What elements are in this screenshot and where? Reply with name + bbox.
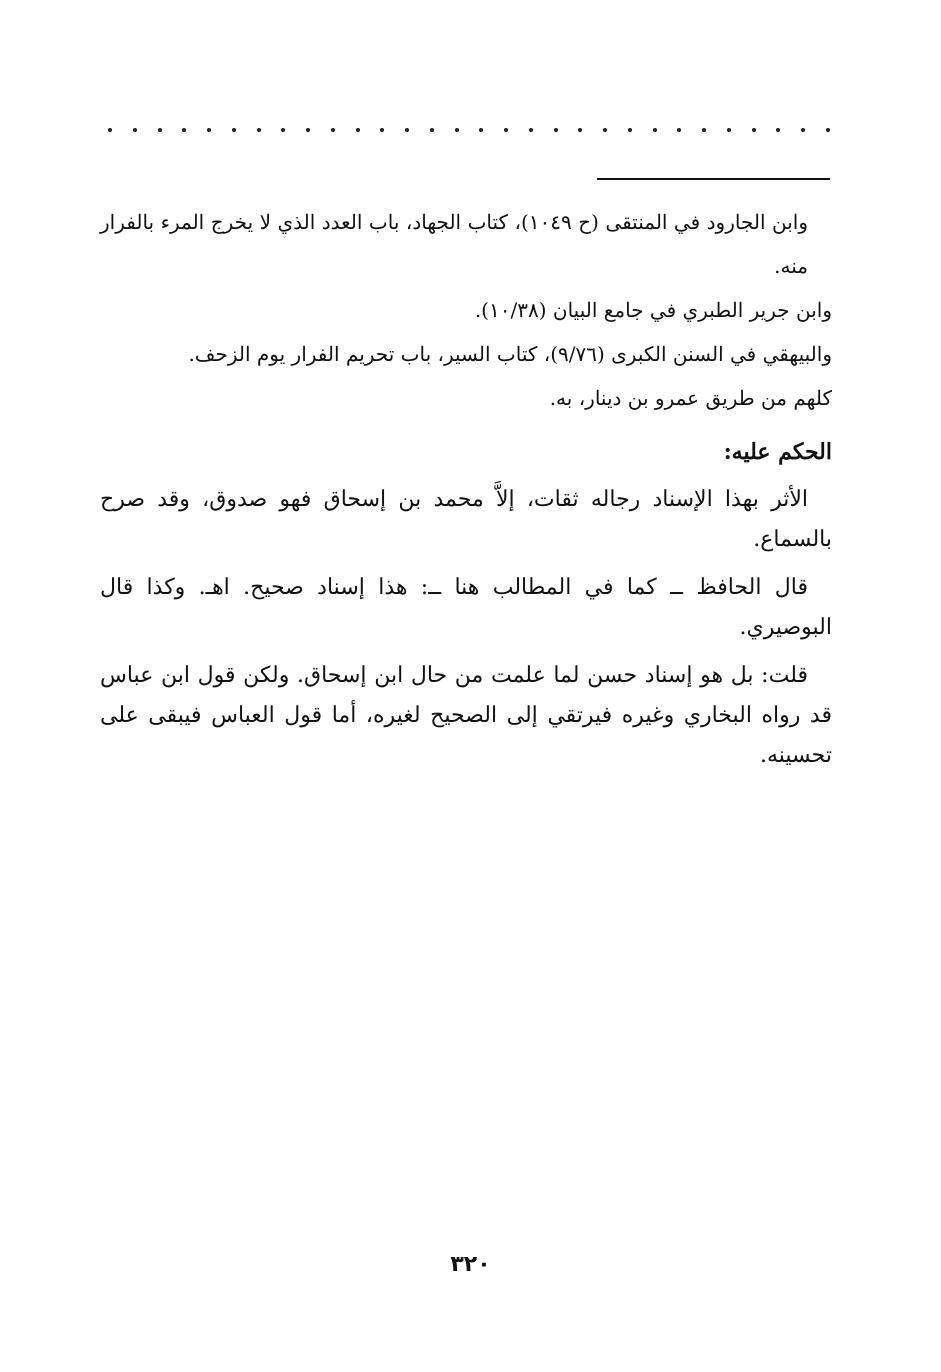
separator-dot (207, 128, 211, 132)
separator-dot (752, 128, 756, 132)
separator-dot (603, 128, 607, 132)
separator-dot (455, 128, 459, 132)
separator-dot (529, 128, 533, 132)
separator-dot (826, 128, 830, 132)
footnote-block (100, 200, 832, 420)
paragraph: الأثر بهذا الإسناد رجاله ثقات، إلاَّ محمد بن إسحاق فهو صدوق، وقد صرح بالسماع. (100, 487, 832, 552)
footnote-line: وابن جرير الطبري في جامع البيان (١٠/٣٨). (474, 298, 832, 322)
separator-dot (578, 128, 582, 132)
separator-dot (801, 128, 805, 132)
separator-dot (380, 128, 384, 132)
separator-dot (108, 128, 112, 132)
separator-dot (405, 128, 409, 132)
separator-dot (702, 128, 706, 132)
separator-dot (628, 128, 632, 132)
separator-dot (356, 128, 360, 132)
section-heading: الحكم عليه: (723, 439, 832, 465)
ruling-section (100, 432, 832, 776)
page-number: ٣٢٠ (450, 1252, 491, 1277)
footnote-line: كلهم من طريق عمرو بن دينار، به. (549, 386, 832, 410)
separator-dot (479, 128, 483, 132)
footnote-rule (597, 178, 830, 180)
separator-dot (281, 128, 285, 132)
separator-dot (158, 128, 162, 132)
footnote-line: وابن الجارود في المنتقى (ح ١٠٤٩)، كتاب الجهاد، باب العدد الذي لا يخرج المرء بالفرار منه. (100, 210, 808, 278)
footnote-line: والبيهقي في السنن الكبرى (٩/٧٦)، كتاب السير، باب تحريم الفرار يوم الزحف. (188, 342, 832, 366)
separator-dot (133, 128, 137, 132)
page-content (100, 200, 832, 776)
paragraph: قال الحافظ ــ كما في المطالب هنا ــ: هذا إسناد صحيح. اهـ. وكذا قال البوصيري. (100, 575, 832, 640)
dotted-separator (108, 120, 830, 140)
separator-dot (554, 128, 558, 132)
separator-dot (677, 128, 681, 132)
separator-dot (232, 128, 236, 132)
separator-dot (182, 128, 186, 132)
separator-dot (257, 128, 261, 132)
paragraph: قلت: بل هو إسناد حسن لما علمت من حال ابن إسحاق. ولكن قول ابن عباس قد رواه البخاري وغيره فيرتقي إلى الصحيح لغيره، أما قول العباس فيبقى على تحسينه. (100, 663, 832, 768)
separator-dot (331, 128, 335, 132)
separator-dot (776, 128, 780, 132)
separator-dot (727, 128, 731, 132)
separator-dot (504, 128, 508, 132)
separator-dot (653, 128, 657, 132)
separator-dot (306, 128, 310, 132)
separator-dot (430, 128, 434, 132)
